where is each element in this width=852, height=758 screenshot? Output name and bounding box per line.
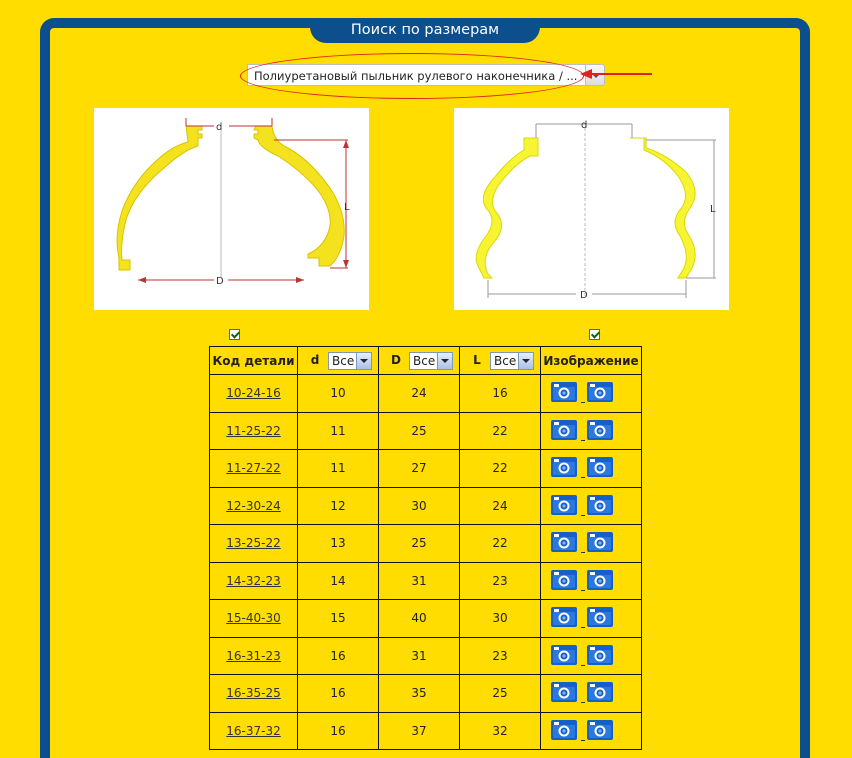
cell-D: 40 <box>379 600 460 638</box>
cell-d: 10 <box>298 375 379 413</box>
cell-d: 11 <box>298 450 379 488</box>
camera-icon[interactable] <box>587 382 613 402</box>
cell-D: 31 <box>379 637 460 675</box>
filter-d-value: Все <box>332 353 355 368</box>
cell-code <box>210 637 298 675</box>
part-code-link[interactable]: 13-25-22 <box>226 536 281 551</box>
cell-D: 30 <box>379 487 460 525</box>
cell-code <box>210 487 298 525</box>
camera-icon[interactable] <box>551 607 577 627</box>
cell-image <box>541 450 642 488</box>
parts-table <box>209 346 642 750</box>
table-row <box>210 675 642 713</box>
part-code-link[interactable]: 11-27-22 <box>226 461 281 476</box>
cell-code <box>210 525 298 563</box>
table-row <box>210 412 642 450</box>
table-row <box>210 450 642 488</box>
cell-L: 30 <box>460 600 541 638</box>
camera-icon[interactable] <box>551 457 577 477</box>
boot-diagram-right <box>454 108 729 310</box>
cell-image <box>541 525 642 563</box>
image-separator <box>581 477 585 478</box>
cell-code <box>210 600 298 638</box>
camera-icon[interactable] <box>587 495 613 515</box>
camera-icon[interactable] <box>551 720 577 740</box>
cell-image <box>541 675 642 713</box>
cell-L: 32 <box>460 712 541 750</box>
boot-profile-right-image <box>454 108 729 310</box>
cell-L: 24 <box>460 487 541 525</box>
cell-d: 13 <box>298 525 379 563</box>
camera-icon[interactable] <box>587 532 613 552</box>
boot-profile-left-image <box>94 108 369 310</box>
column-header-D <box>379 347 460 375</box>
cell-D: 35 <box>379 675 460 713</box>
camera-icon[interactable] <box>587 645 613 665</box>
cell-code <box>210 675 298 713</box>
camera-icon[interactable] <box>551 570 577 590</box>
cell-code <box>210 375 298 413</box>
cell-L: 22 <box>460 450 541 488</box>
cell-d: 11 <box>298 412 379 450</box>
cell-d: 16 <box>298 637 379 675</box>
cell-D: 27 <box>379 450 460 488</box>
dim-d-label: d <box>216 122 223 133</box>
cell-d: 16 <box>298 712 379 750</box>
cell-image <box>541 562 642 600</box>
image-separator <box>581 440 585 441</box>
cell-image <box>541 375 642 413</box>
part-code-link[interactable]: 10-24-16 <box>226 386 281 401</box>
cell-image <box>541 712 642 750</box>
pointer-arrow-icon <box>580 66 654 82</box>
camera-icon[interactable] <box>551 382 577 402</box>
camera-icon[interactable] <box>587 607 613 627</box>
camera-icon[interactable] <box>587 570 613 590</box>
cell-D: 25 <box>379 412 460 450</box>
part-code-link[interactable]: 16-37-32 <box>226 723 281 738</box>
camera-icon[interactable] <box>551 420 577 440</box>
camera-icon[interactable] <box>551 495 577 515</box>
part-code-link[interactable]: 15-40-30 <box>226 611 281 626</box>
cell-L: 23 <box>460 637 541 675</box>
show-image-checkbox[interactable] <box>589 329 600 340</box>
show-code-checkbox[interactable] <box>229 329 240 340</box>
column-header-d <box>298 347 379 375</box>
image-separator <box>581 627 585 628</box>
cell-image <box>541 487 642 525</box>
table-row <box>210 525 642 563</box>
filter-D-select[interactable] <box>409 352 453 370</box>
column-header-d-label: d <box>310 353 320 367</box>
column-header-code: Код детали <box>210 347 298 375</box>
cell-code <box>210 450 298 488</box>
boot-diagram-left <box>94 108 369 310</box>
cell-d: 12 <box>298 487 379 525</box>
camera-icon[interactable] <box>587 420 613 440</box>
camera-icon[interactable] <box>587 682 613 702</box>
image-separator <box>581 665 585 666</box>
filter-L-value: Все <box>494 353 517 368</box>
image-separator <box>581 590 585 591</box>
cell-D: 37 <box>379 712 460 750</box>
cell-d: 16 <box>298 675 379 713</box>
dim-L-label: L <box>710 204 716 215</box>
cell-D: 31 <box>379 562 460 600</box>
camera-icon[interactable] <box>551 682 577 702</box>
camera-icon[interactable] <box>587 457 613 477</box>
camera-icon[interactable] <box>551 532 577 552</box>
image-separator <box>581 702 585 703</box>
table-row <box>210 487 642 525</box>
cell-image <box>541 600 642 638</box>
dim-D-label: D <box>580 290 588 301</box>
column-header-L <box>460 347 541 375</box>
column-header-image: Изображение <box>541 347 642 375</box>
cell-code <box>210 412 298 450</box>
column-header-D-label: D <box>391 353 401 367</box>
cell-D: 24 <box>379 375 460 413</box>
part-code-link[interactable]: 11-25-22 <box>226 423 281 438</box>
filter-D-value: Все <box>413 353 436 368</box>
chevron-down-icon[interactable] <box>437 353 452 369</box>
chevron-down-icon[interactable] <box>518 353 533 369</box>
table-header-row <box>210 347 642 375</box>
cell-L: 22 <box>460 412 541 450</box>
panel-title: Поиск по размерам <box>310 18 540 43</box>
image-separator <box>581 740 585 741</box>
table-row <box>210 600 642 638</box>
part-code-link[interactable]: 16-31-23 <box>226 648 281 663</box>
dim-d-label: d <box>581 120 588 131</box>
camera-icon[interactable] <box>587 720 613 740</box>
filter-d-select[interactable] <box>328 352 372 370</box>
cell-L: 25 <box>460 675 541 713</box>
camera-icon[interactable] <box>551 645 577 665</box>
table-row <box>210 562 642 600</box>
filter-L-select[interactable] <box>490 352 534 370</box>
image-separator <box>581 552 585 553</box>
image-separator <box>581 402 585 403</box>
cell-code <box>210 712 298 750</box>
highlight-oval <box>240 53 584 99</box>
cell-L: 23 <box>460 562 541 600</box>
cell-image <box>541 412 642 450</box>
table-row <box>210 375 642 413</box>
dim-D-label: D <box>216 276 224 287</box>
part-code-link[interactable]: 12-30-24 <box>226 498 281 513</box>
table-row <box>210 712 642 750</box>
cell-d: 15 <box>298 600 379 638</box>
column-header-L-label: L <box>473 353 481 367</box>
cell-d: 14 <box>298 562 379 600</box>
chevron-down-icon[interactable] <box>356 353 371 369</box>
boot-type-select-value: Полиуретановый пыльник рулевого наконечника / ... <box>247 64 585 86</box>
dim-L-label: L <box>344 202 350 213</box>
part-code-link[interactable]: 16-35-25 <box>226 686 281 701</box>
cell-image <box>541 637 642 675</box>
image-separator <box>581 515 585 516</box>
cell-L: 22 <box>460 525 541 563</box>
cell-L: 16 <box>460 375 541 413</box>
table-row <box>210 637 642 675</box>
cell-code <box>210 562 298 600</box>
part-code-link[interactable]: 14-32-23 <box>226 573 281 588</box>
cell-D: 25 <box>379 525 460 563</box>
